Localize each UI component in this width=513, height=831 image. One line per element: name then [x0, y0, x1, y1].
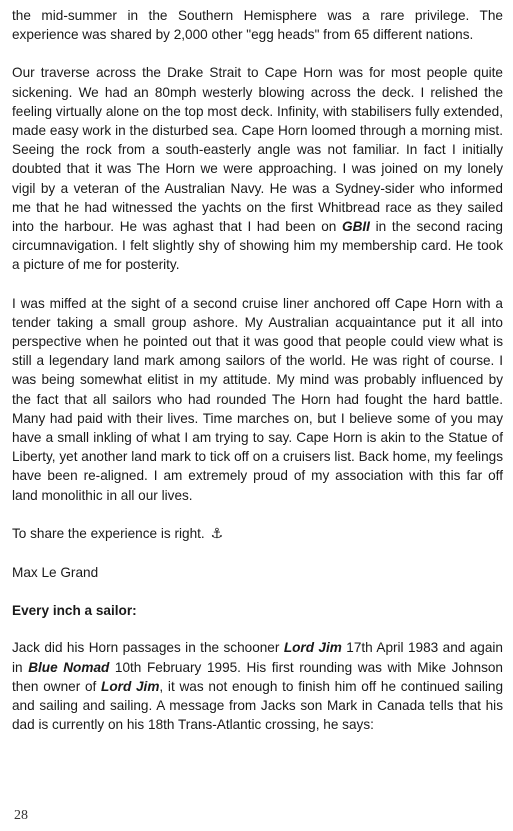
paragraph-drake-strait	[12, 63, 503, 274]
paragraph-text: Jack did his Horn passages in the schooner	[12, 640, 284, 656]
paragraph-jack	[12, 638, 503, 734]
boat-name-lord-jim: Lord Jim	[101, 678, 160, 694]
closing-text: To share the experience is right.	[12, 525, 205, 541]
document-page	[12, 6, 503, 735]
page-number: 28	[14, 808, 28, 823]
boat-name-blue-nomad: Blue Nomad	[28, 659, 110, 675]
closing-line	[12, 524, 503, 544]
paragraph-cruise-liner: I was miffed at the sight of a second cruise liner anchored off Cape Horn with a tender taking a small group ashore. My Australian acquaintance put it all into perspective when he pointed out that it was good that people could view what is still a legendary land mark among sailors of the world. He was right of course. I was being somewhat elitist in my attitude. My mind was probably influenced by the fact that all sailors who had rounded The Horn had fought the hard battle. Many had paid with their lives. Time marches on, but I believe some of you may have a small inkling of what I am trying to say. Cape Horn is akin to the Statue of Liberty, yet another land mark to tick off on a cruisers list. Back home, my feelings have been re-aligned. I am extremely proud of my association with this far off land monolithic in all our lives.	[12, 295, 503, 503]
section-heading: Every inch a sailor:	[12, 603, 137, 619]
paragraph-text: 10th February 1995. His first rounding was with Mike Johnson then owner of	[12, 659, 503, 694]
paragraph-text: Our traverse across the Drake Strait to Cape Horn was for most people quite sickening. We had an 80mph westerly blowing across the deck. I relished the feeling virtually alone on the top most deck. Infinity, with stabilisers fully extended, made easy work in the disturbed sea. Cape Horn loomed through a morning mist. Seeing the rock from a south-easterly angle was not familiar. In fact I initially doubted that it was The Horn we were approaching. I was joined on my lonely vigil by a veteran of the Australian Navy. He was a Sydney-sider who informed me that he had witnessed the yachts on the first Whitbread race as they sailed into the harbour. He was aghast that I had been on	[12, 65, 503, 235]
boat-name-gbii: GBII	[342, 219, 370, 235]
paragraph-text: in the second racing circumnavigation. I felt slightly shy of showing him my membership card. He took a picture of me for posterity.	[12, 219, 503, 273]
spacer	[12, 620, 503, 638]
anchor-icon: ⚓	[210, 525, 224, 542]
paragraph-intro: the mid-summer in the Southern Hemisphere was a rare privilege. The experience was shared by 2,000 other "egg heads" from 65 different nations.	[12, 8, 503, 43]
signature: Max Le Grand	[12, 565, 99, 581]
paragraph-text: , it was not enough to finish him off he continued sailing and sailing and sailing. A message from Jacks son Mark in Canada tells that his dad is currently on his 18th Trans-Atlantic crossing, he says:	[12, 678, 504, 733]
boat-name-lord-jim: Lord Jim	[283, 640, 342, 656]
paragraph-text: 17th April 1983 and again in	[12, 640, 503, 675]
